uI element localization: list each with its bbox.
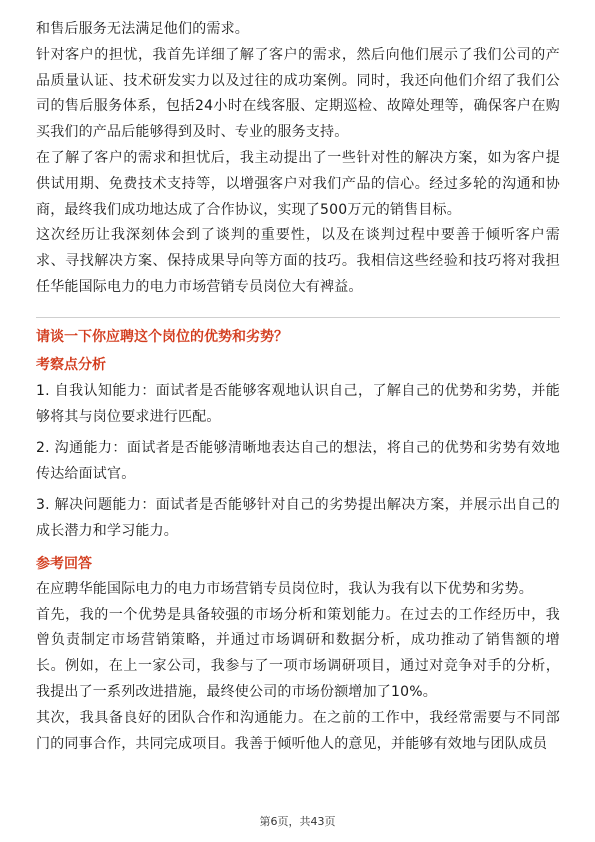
answer-paragraph: 在应聘华能国际电力的电力市场营销专员岗位时，我认为我有以下优势和劣势。 [36,580,533,597]
intro-paragraph: 和售后服务无法满足他们的需求。 [36,21,249,37]
analysis-list [36,378,560,544]
answer-paragraph: 其次，我具备良好的团队合作和沟通能力。在之前的工作中，我经常需要与不同部门的同事合作，共同完成项目。我善于倾听他人的意见，并能够有效地与团队成员 [36,709,560,752]
intro-paragraph: 这次经历让我深刻体会到了谈判的重要性，以及在谈判过程中要善于倾听客户需求、寻找解决方案、保持成果导向等方面的技巧。我相信这些经验和技巧将对我担任华能国际电力的电力市场营销专员岗位大有裨益。 [36,227,560,295]
analysis-heading: 考察点分析 [36,356,106,373]
section-divider [36,317,560,318]
answer-paragraph: 首先，我的一个优势是具备较强的市场分析和策划能力。在过去的工作经历中，我曾负责制定市场营销策略，并通过市场调研和数据分析，成功推动了销售额的增长。例如，在上一家公司，我参与了一项市场调研项目，通过对竞争对手的分析，我提出了一系列改进措施，最终使公司的市场份额增加了10%。 [36,606,560,700]
analysis-item: 1. 自我认知能力：面试者是否能够客观地认识自己，了解自己的优势和劣势，并能够将其与岗位要求进行匹配。 [36,382,560,425]
intro-section [36,0,560,301]
page-number-footer: 第6页，共43页 [259,815,336,828]
answer-heading: 参考回答 [36,555,92,572]
analysis-item: 3. 解决问题能力：面试者是否能够针对自己的劣势提出解决方案，并展示出自己的成长潜力和学习能力。 [36,496,560,539]
document-page [36,0,560,757]
answer-section [36,577,560,758]
intro-paragraph: 在了解了客户的需求和担忧后，我主动提出了一些针对性的解决方案，如为客户提供试用期、免费技术支持等，以增强客户对我们产品的信心。经过多轮的沟通和协商，最终我们成功地达成了合作协议，实现了500万元的销售目标。 [36,149,560,218]
interview-question: 请谈一下你应聘这个岗位的优势和劣势？ [36,328,288,345]
intro-paragraph: 针对客户的担忧，我首先详细了解了客户的需求，然后向他们展示了我们公司的产品质量认证、技术研发实力以及过往的成功案例。同时，我还向他们介绍了我们公司的售后服务体系，包括24小时在线客服、定期巡检、故障处理等，确保客户在购买我们的产品后能够得到及时、专业的服务支持。 [36,46,560,141]
analysis-item: 2. 沟通能力：面试者是否能够清晰地表达自己的想法，将自己的优势和劣势有效地传达给面试官。 [36,439,560,482]
